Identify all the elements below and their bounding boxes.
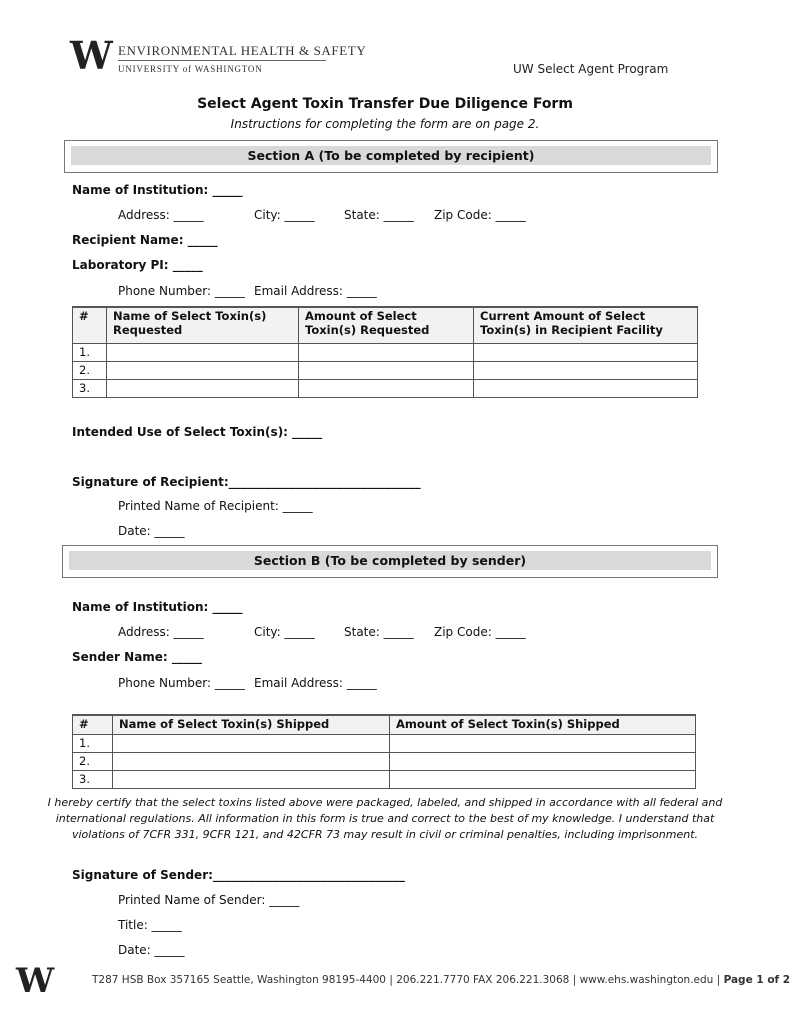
sender-date-field[interactable]: Date: _____	[118, 943, 185, 957]
sender-address-field[interactable]: Address: _____	[118, 625, 204, 639]
row-number: 2.	[73, 752, 113, 770]
row-number: 1.	[73, 343, 107, 361]
footer-address: T287 HSB Box 357165 Seattle, Washington 98195-4400	[92, 974, 386, 986]
certification-statement	[0, 795, 770, 843]
program-name: UW Select Agent Program	[513, 62, 669, 76]
table-header-amount: Amount of Select Toxin(s) Requested	[299, 307, 474, 343]
current-amount-cell[interactable]	[474, 361, 698, 379]
table-header-toxin-name: Name of Select Toxin(s) Requested	[107, 307, 299, 343]
current-amount-cell[interactable]	[474, 343, 698, 361]
row-number: 3.	[73, 770, 113, 788]
section-b-box	[62, 545, 718, 578]
row-number: 1.	[73, 734, 113, 752]
table-header-number: #	[73, 307, 107, 343]
university-name: UNIVERSITY of WASHINGTON	[118, 64, 263, 74]
sender-phone-field[interactable]: Phone Number: _____	[118, 676, 245, 690]
laboratory-pi-field[interactable]: Laboratory PI: _____	[72, 258, 203, 272]
footer-phone: 206.221.7770	[396, 974, 470, 986]
amount-cell[interactable]	[390, 752, 696, 770]
sender-toxin-table	[72, 714, 696, 789]
amount-cell[interactable]	[299, 361, 474, 379]
table-row	[73, 752, 696, 770]
sender-title-field[interactable]: Title: _____	[118, 918, 182, 932]
footer-website-link[interactable]: www.ehs.washington.edu	[579, 974, 714, 986]
table-header-amount: Amount of Select Toxin(s) Shipped	[390, 715, 696, 734]
certification-line: international regulations. All information in this form is true and correct to the best of my knowledge. I understand that	[55, 812, 715, 825]
sender-state-field[interactable]: State: _____	[344, 625, 414, 639]
toxin-name-cell[interactable]	[113, 734, 390, 752]
certification-line: violations of 7CFR 331, 9CFR 121, and 42CFR 73 may result in civil or criminal penalties, including imprisonment.	[71, 828, 699, 841]
footer-separator: |	[716, 974, 724, 986]
section-a-box	[64, 140, 718, 173]
toxin-name-cell[interactable]	[107, 361, 299, 379]
row-number: 3.	[73, 379, 107, 397]
footer-fax: FAX 206.221.3068	[473, 974, 570, 986]
section-a-heading: Section A (To be completed by recipient)	[71, 146, 711, 165]
recipient-zip-field[interactable]: Zip Code: _____	[434, 208, 526, 222]
recipient-phone-field[interactable]: Phone Number: _____	[118, 284, 245, 298]
recipient-printed-name-field[interactable]: Printed Name of Recipient: _____	[118, 499, 313, 513]
sender-zip-field[interactable]: Zip Code: _____	[434, 625, 526, 639]
footer-separator: |	[389, 974, 397, 986]
table-header-row	[73, 307, 698, 343]
recipient-signature-field[interactable]: Signature of Recipient:________________________________	[72, 475, 421, 489]
form-subtitle: Instructions for completing the form are on page 2.	[230, 117, 540, 131]
recipient-toxin-table	[72, 306, 698, 398]
table-header-row	[73, 715, 696, 734]
amount-cell[interactable]	[390, 734, 696, 752]
sender-name-field[interactable]: Sender Name: _____	[72, 650, 202, 664]
header-divider	[118, 60, 326, 61]
amount-cell[interactable]	[390, 770, 696, 788]
recipient-institution-field[interactable]: Name of Institution: _____	[72, 183, 243, 197]
recipient-state-field[interactable]: State: _____	[344, 208, 414, 222]
table-header-current-amount: Current Amount of Select Toxin(s) in Recipient Facility	[474, 307, 698, 343]
recipient-name-field[interactable]: Recipient Name: _____	[72, 233, 218, 247]
uw-logo: W	[70, 33, 113, 78]
form-title: Select Agent Toxin Transfer Due Diligence Form	[197, 96, 573, 112]
amount-cell[interactable]	[299, 379, 474, 397]
toxin-name-cell[interactable]	[113, 770, 390, 788]
toxin-name-cell[interactable]	[107, 379, 299, 397]
table-row	[73, 361, 698, 379]
recipient-email-field[interactable]: Email Address: _____	[254, 284, 377, 298]
footer-uw-logo: W	[16, 961, 55, 1001]
sender-signature-field[interactable]: Signature of Sender:________________________________	[72, 868, 405, 882]
table-row	[73, 734, 696, 752]
table-row	[73, 770, 696, 788]
toxin-name-cell[interactable]	[113, 752, 390, 770]
table-header-toxin-name: Name of Select Toxin(s) Shipped	[113, 715, 390, 734]
footer-separator: |	[572, 974, 580, 986]
org-name: ENVIRONMENTAL HEALTH & SAFETY	[118, 43, 367, 58]
row-number: 2.	[73, 361, 107, 379]
sender-printed-name-field[interactable]: Printed Name of Sender: _____	[118, 893, 300, 907]
amount-cell[interactable]	[299, 343, 474, 361]
sender-email-field[interactable]: Email Address: _____	[254, 676, 377, 690]
sender-city-field[interactable]: City: _____	[254, 625, 315, 639]
toxin-name-cell[interactable]	[107, 343, 299, 361]
table-row	[73, 379, 698, 397]
recipient-city-field[interactable]: City: _____	[254, 208, 315, 222]
recipient-address-field[interactable]: Address: _____	[118, 208, 204, 222]
current-amount-cell[interactable]	[474, 379, 698, 397]
table-header-number: #	[73, 715, 113, 734]
sender-institution-field[interactable]: Name of Institution: _____	[72, 600, 243, 614]
recipient-date-field[interactable]: Date: _____	[118, 524, 185, 538]
footer-contact	[92, 974, 790, 986]
intended-use-field[interactable]: Intended Use of Select Toxin(s): _____	[72, 425, 323, 439]
footer-page-number: Page 1 of 2	[723, 974, 790, 986]
section-b-heading: Section B (To be completed by sender)	[69, 551, 711, 570]
certification-line: I hereby certify that the select toxins listed above were packaged, labeled, and shipped in accordance with all federal and	[47, 796, 723, 809]
table-row	[73, 343, 698, 361]
